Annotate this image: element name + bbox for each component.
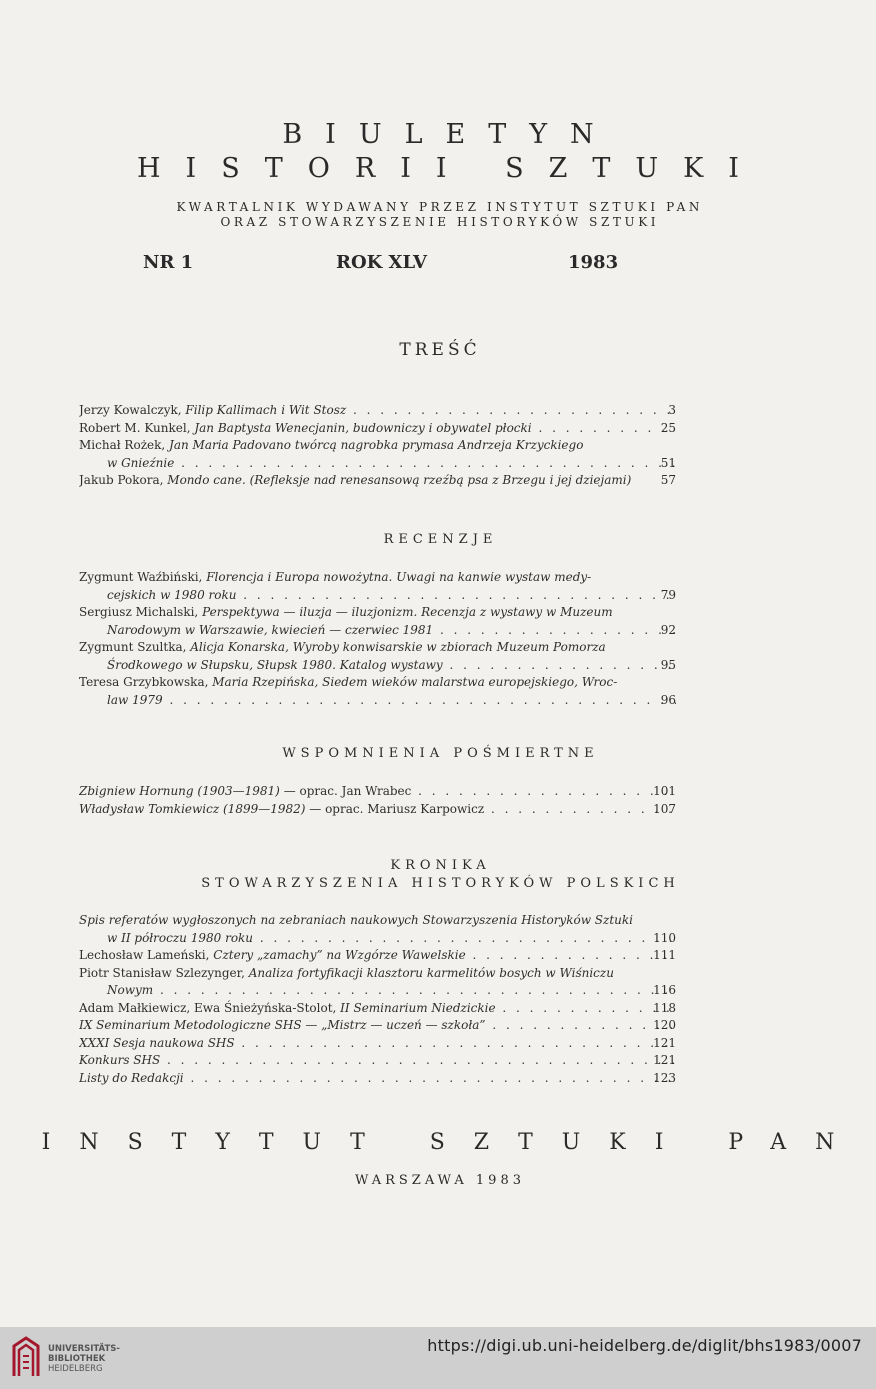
issue-year: 1983	[568, 252, 619, 273]
toc-entry[interactable]	[79, 420, 676, 438]
toc-entry[interactable]	[79, 1052, 676, 1070]
entry-title-cont: Środkowego w Słupsku, Słupsk 1980. Katalog wystawy	[107, 657, 443, 672]
entry-title: II Seminarium Niedzickie	[340, 1000, 496, 1015]
entry-title: Konkurs SHS	[79, 1053, 161, 1067]
entry-editor: — oprac. Mariusz Karpowicz	[305, 801, 485, 816]
entry-title: Cztery „zamachy” na Wzgórze Wawelskie	[213, 948, 466, 962]
entry-title: IX Seminarium Metodologiczne SHS — „Mistrz — uczeń — szkoła”	[79, 1018, 486, 1032]
chronicle-list	[79, 912, 676, 1087]
permalink-url[interactable]: https://digi.ub.uni-heidelberg.de/diglit/bhs1983/0007	[427, 1336, 862, 1355]
publication-place-year: WARSZAWA 1983	[354, 1173, 525, 1188]
viewer-footer	[0, 1327, 876, 1389]
journal-subtitle-line1: KWARTALNIK WYDAWANY PRZEZ INSTYTUT SZTUKI PAN	[176, 200, 704, 214]
toc-entry[interactable]	[79, 1070, 676, 1088]
entry-title-cont: Nowym	[107, 983, 154, 997]
entry-author: Adam Małkiewicz, Ewa Śnieżyńska-Stolot,	[79, 1000, 341, 1015]
entry-author: Jerzy Kowalczyk,	[79, 403, 186, 417]
library-name-line3: HEIDELBERG	[48, 1364, 103, 1374]
entry-title-cont: cejskich w 1980 roku	[107, 587, 237, 602]
toc-entry[interactable]	[79, 1035, 676, 1053]
entry-title-cont: law 1979	[107, 692, 163, 707]
entry-page: 121	[653, 1035, 676, 1050]
entry-title: Spis referatów wygłoszonych na zebraniach naukowych Stowarzyszenia Historyków Sztuki	[79, 913, 633, 927]
issue-number: NR 1	[143, 252, 194, 273]
entry-title: Alicja Konarska, Wyroby konwisarskie w zbiorach Muzeum Pomorza	[190, 640, 606, 654]
entry-page: 3	[668, 403, 676, 417]
library-logo-icon[interactable]	[10, 1336, 42, 1380]
entry-title: Jan Maria Padovano twórcą nagrobka prymasa Andrzeja Krzyckiego	[169, 438, 584, 452]
entry-author: Jakub Pokora,	[79, 473, 168, 487]
journal-subtitle-line2: ORAZ STOWARZYSZENIE HISTORYKÓW SZTUKI	[220, 215, 660, 229]
library-name[interactable]	[48, 1344, 120, 1374]
entry-years: (1903—1981)	[197, 784, 280, 798]
entry-page: 120	[653, 1018, 676, 1032]
entry-title: Filip Kallimach i Wit Stosz	[185, 403, 347, 417]
entry-page: 95	[660, 657, 676, 672]
obituaries-heading: WSPOMNIENIA POŚMIERTNE	[282, 746, 599, 761]
entry-page: 116	[653, 983, 676, 997]
entry-page: 121	[653, 1053, 676, 1067]
chronicle-heading-line1: KRONIKA	[390, 858, 491, 873]
entry-title: Mondo cane. (Refleksje nad renesansową rzeźbą psa z Brzegu i jej dziejami)	[167, 473, 632, 487]
entry-page: 51	[660, 455, 676, 470]
entry-page: 107	[653, 801, 676, 816]
toc-entry[interactable]	[79, 674, 676, 709]
entry-title-cont: w Gnieźnie	[107, 455, 175, 470]
entry-title: Maria Rzepińska, Siedem wieków malarstwa europejskiego, Wroc-	[212, 675, 618, 689]
entry-author: Sergiusz Michalski,	[79, 605, 203, 619]
toc-entry[interactable]	[79, 947, 676, 965]
contents-heading: TREŚĆ	[399, 340, 481, 360]
library-name-line2: BIBLIOTHEK	[48, 1354, 106, 1364]
entry-title: Listy do Redakcji	[79, 1070, 184, 1085]
entry-page: 79	[660, 587, 676, 602]
obituaries-list	[79, 783, 676, 818]
entry-page: 57	[660, 473, 676, 487]
toc-entry[interactable]	[79, 437, 676, 472]
toc-entry[interactable]	[79, 801, 676, 819]
entry-page: 110	[653, 930, 676, 945]
library-name-line1: UNIVERSITÄTS-	[48, 1344, 120, 1354]
entry-author: Piotr Stanisław Szlezynger,	[79, 965, 249, 980]
toc-entry[interactable]	[79, 569, 676, 604]
reviews-heading: RECENZJE	[383, 532, 498, 547]
entry-title: XXXI Sesja naukowa SHS	[79, 1035, 235, 1050]
entry-page: 101	[653, 784, 676, 798]
entry-title-cont: Narodowym w Warszawie, kwiecień — czerwiec 1981	[107, 622, 434, 637]
toc-entry[interactable]	[79, 402, 676, 420]
toc-entry[interactable]	[79, 639, 676, 674]
entry-page: 25	[660, 420, 676, 435]
entry-page: 111	[653, 948, 676, 962]
entry-title-cont: w II półroczu 1980 roku	[107, 930, 254, 945]
entry-author: Zygmunt Szultka,	[79, 640, 191, 654]
toc-entry[interactable]	[79, 783, 676, 801]
entry-editor: — oprac. Jan Wrabec	[279, 784, 412, 798]
entry-author: Teresa Grzybkowska,	[79, 675, 213, 689]
entry-title: Jan Baptysta Wenecjanin, budowniczy i obywatel płocki	[194, 420, 532, 435]
toc-entry[interactable]	[79, 965, 676, 1000]
chronicle-heading-line2: STOWARZYSZENIA HISTORYKÓW POLSKICH	[201, 876, 680, 891]
toc-entry[interactable]	[79, 1017, 676, 1035]
entry-author: Michał Rożek,	[79, 438, 170, 452]
entry-title: Zbigniew Hornung	[79, 784, 194, 798]
publisher-name: INSTYTUT SZTUKI PAN	[41, 1130, 864, 1155]
entry-page: 92	[660, 622, 676, 637]
toc-entry[interactable]	[79, 604, 676, 639]
entry-page: 123	[653, 1070, 676, 1085]
entry-author: Zygmunt Waźbiński,	[79, 570, 207, 584]
journal-title-line1: BIULETYN	[282, 119, 617, 150]
entry-author: Lechosław Lameński,	[79, 948, 214, 962]
toc-entry[interactable]	[79, 1000, 676, 1018]
articles-list	[79, 402, 676, 490]
entry-years: (1899—1982)	[223, 801, 306, 816]
entry-page: 96	[660, 692, 676, 707]
entry-page: 118	[653, 1000, 676, 1015]
entry-title: Florencja i Europa nowożytna. Uwagi na kanwie wystaw medy-	[206, 570, 592, 584]
issue-volume: ROK XLV	[336, 252, 428, 273]
reviews-list	[79, 569, 676, 709]
entry-title: Władysław Tomkiewicz	[79, 801, 220, 816]
toc-entry[interactable]	[79, 912, 676, 947]
entry-title: Analiza fortyfikacji klasztoru karmelitów bosych w Wiśniczu	[248, 965, 614, 980]
journal-title-line2: HISTORII SZTUKI	[137, 153, 764, 184]
toc-entry[interactable]	[79, 472, 676, 490]
entry-title: Perspektywa — iluzja — iluzjonizm. Recenzja z wystawy w Muzeum	[202, 605, 613, 619]
entry-author: Robert M. Kunkel,	[79, 420, 195, 435]
